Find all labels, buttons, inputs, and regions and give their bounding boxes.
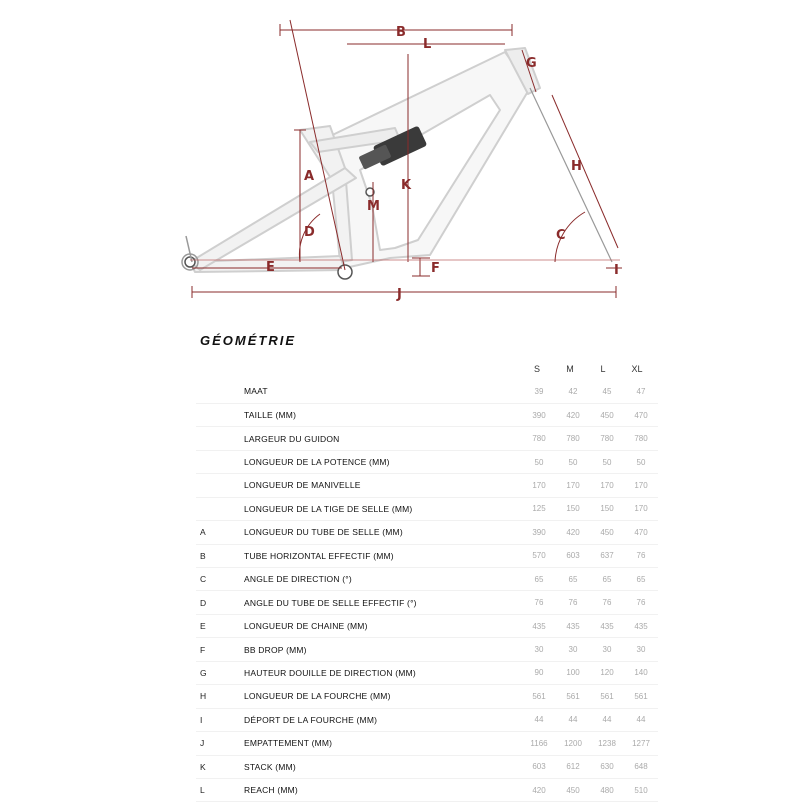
size-value-l: 150 [590, 497, 624, 520]
dimension-code [196, 427, 244, 450]
dim-label-E: E [266, 260, 275, 275]
size-value-xl: 1277 [624, 732, 658, 755]
size-value-s: 50 [522, 450, 556, 473]
geometry-title: GÉOMÉTRIE [200, 333, 297, 348]
measurement-label: DÉPORT DE LA FOURCHE (MM) [244, 708, 522, 731]
table-row [196, 755, 658, 778]
dimension-code: G [196, 661, 244, 684]
measurement-label: HAUTEUR DOUILLE DE DIRECTION (MM) [244, 661, 522, 684]
size-value-s: 420 [522, 778, 556, 801]
size-value-s: 561 [522, 685, 556, 708]
measurement-label: TUBE HORIZONTAL EFFECTIF (MM) [244, 544, 522, 567]
size-value-m: 150 [556, 497, 590, 520]
size-value-l: 45 [590, 380, 624, 403]
measurement-label: EMPATTEMENT (MM) [244, 732, 522, 755]
measurement-label: LONGUEUR DE LA FOURCHE (MM) [244, 685, 522, 708]
measurement-label: LONGUEUR DU TUBE DE SELLE (MM) [244, 521, 522, 544]
fork-axis [530, 88, 612, 262]
size-value-s: 603 [522, 755, 556, 778]
table-row [196, 778, 658, 801]
dimension-code [196, 497, 244, 520]
geometry-table [196, 380, 658, 802]
dim-label-B: B [396, 25, 406, 40]
size-value-m: 420 [556, 403, 590, 426]
size-value-xl: 470 [624, 521, 658, 544]
size-value-m: 50 [556, 450, 590, 473]
measurement-label: LONGUEUR DE LA TIGE DE SELLE (MM) [244, 497, 522, 520]
size-value-xl: 561 [624, 685, 658, 708]
size-value-m: 30 [556, 638, 590, 661]
dimension-code: C [196, 568, 244, 591]
size-value-s: 30 [522, 638, 556, 661]
table-row [196, 403, 658, 426]
size-value-xl: 510 [624, 778, 658, 801]
dim-label-G: G [526, 56, 537, 71]
size-value-m: 1200 [556, 732, 590, 755]
size-value-m: 561 [556, 685, 590, 708]
size-value-xl: 50 [624, 450, 658, 473]
size-value-m: 603 [556, 544, 590, 567]
size-value-m: 420 [556, 521, 590, 544]
dim-label-C: C [556, 228, 566, 243]
size-value-m: 65 [556, 568, 590, 591]
size-value-s: 90 [522, 661, 556, 684]
dimension-code: D [196, 591, 244, 614]
size-header-m: M [566, 364, 574, 374]
measurement-label: STACK (MM) [244, 755, 522, 778]
size-value-s: 570 [522, 544, 556, 567]
size-value-s: 390 [522, 521, 556, 544]
measurement-label: LARGEUR DU GUIDON [244, 427, 522, 450]
measurement-label: ANGLE DE DIRECTION (°) [244, 568, 522, 591]
dim-label-L: L [423, 37, 432, 52]
size-value-s: 1166 [522, 732, 556, 755]
dimension-code: B [196, 544, 244, 567]
table-row [196, 614, 658, 637]
size-value-xl: 170 [624, 474, 658, 497]
size-header-s: S [533, 364, 540, 374]
table-row [196, 521, 658, 544]
size-value-m: 435 [556, 614, 590, 637]
size-value-l: 637 [590, 544, 624, 567]
size-value-l: 480 [590, 778, 624, 801]
size-value-s: 435 [522, 614, 556, 637]
dimension-code [196, 380, 244, 403]
size-value-xl: 76 [624, 591, 658, 614]
dim-label-J: J [397, 287, 402, 302]
size-value-xl: 170 [624, 497, 658, 520]
dim-label-D: D [304, 225, 315, 240]
dimension-code: H [196, 685, 244, 708]
size-value-l: 780 [590, 427, 624, 450]
size-value-xl: 140 [624, 661, 658, 684]
table-row [196, 568, 658, 591]
table-row [196, 450, 658, 473]
dim-label-K: K [401, 178, 412, 193]
size-value-xl: 47 [624, 380, 658, 403]
size-value-l: 561 [590, 685, 624, 708]
table-row [196, 708, 658, 731]
size-value-s: 125 [522, 497, 556, 520]
table-row [196, 474, 658, 497]
size-value-xl: 435 [624, 614, 658, 637]
size-value-xl: 30 [624, 638, 658, 661]
size-value-xl: 65 [624, 568, 658, 591]
size-value-xl: 76 [624, 544, 658, 567]
dimension-code: J [196, 732, 244, 755]
dim-label-I: I [614, 263, 619, 278]
size-value-l: 50 [590, 450, 624, 473]
dim-label-H: H [571, 159, 582, 174]
size-value-xl: 470 [624, 403, 658, 426]
measurement-label: MAAT [244, 380, 522, 403]
size-value-m: 170 [556, 474, 590, 497]
measurement-label: TAILLE (MM) [244, 403, 522, 426]
measurement-label: LONGUEUR DE LA POTENCE (MM) [244, 450, 522, 473]
size-value-l: 44 [590, 708, 624, 731]
size-value-s: 44 [522, 708, 556, 731]
measurement-label: ANGLE DU TUBE DE SELLE EFFECTIF (°) [244, 591, 522, 614]
dimension-code: A [196, 521, 244, 544]
dimension-code: F [196, 638, 244, 661]
size-value-m: 780 [556, 427, 590, 450]
size-column-headers [0, 364, 800, 378]
measurement-label: REACH (MM) [244, 778, 522, 801]
size-value-l: 76 [590, 591, 624, 614]
size-value-s: 780 [522, 427, 556, 450]
size-value-s: 170 [522, 474, 556, 497]
dimension-code [196, 474, 244, 497]
size-value-s: 76 [522, 591, 556, 614]
size-value-l: 435 [590, 614, 624, 637]
size-header-xl: XL [631, 364, 643, 374]
dimension-code: K [196, 755, 244, 778]
table-row [196, 591, 658, 614]
table-row [196, 380, 658, 403]
dimension-code: E [196, 614, 244, 637]
size-value-m: 44 [556, 708, 590, 731]
size-value-l: 450 [590, 403, 624, 426]
measurement-label: LONGUEUR DE CHAINE (MM) [244, 614, 522, 637]
size-value-m: 100 [556, 661, 590, 684]
size-value-s: 39 [522, 380, 556, 403]
dimension-code [196, 450, 244, 473]
geometry-table-body [196, 380, 658, 802]
frame-geometry-diagram [0, 0, 800, 320]
table-row [196, 427, 658, 450]
size-value-m: 612 [556, 755, 590, 778]
size-value-l: 120 [590, 661, 624, 684]
table-row [196, 685, 658, 708]
size-value-l: 630 [590, 755, 624, 778]
table-row [196, 638, 658, 661]
dimension-code: I [196, 708, 244, 731]
size-value-xl: 648 [624, 755, 658, 778]
dimension-code: L [196, 778, 244, 801]
table-row [196, 497, 658, 520]
size-value-l: 450 [590, 521, 624, 544]
size-value-l: 170 [590, 474, 624, 497]
table-row [196, 732, 658, 755]
size-value-l: 30 [590, 638, 624, 661]
size-value-m: 450 [556, 778, 590, 801]
size-value-m: 76 [556, 591, 590, 614]
measurement-label: BB DROP (MM) [244, 638, 522, 661]
measurement-label: LONGUEUR DE MANIVELLE [244, 474, 522, 497]
dim-label-A: A [304, 169, 315, 184]
size-value-s: 390 [522, 403, 556, 426]
size-value-xl: 780 [624, 427, 658, 450]
table-row [196, 544, 658, 567]
dim-label-F: F [431, 261, 440, 276]
size-value-l: 1238 [590, 732, 624, 755]
dim-label-M: M [367, 199, 380, 214]
table-row [196, 661, 658, 684]
size-value-l: 65 [590, 568, 624, 591]
size-value-s: 65 [522, 568, 556, 591]
dimension-code [196, 403, 244, 426]
size-header-l: L [600, 364, 606, 374]
size-value-m: 42 [556, 380, 590, 403]
size-value-xl: 44 [624, 708, 658, 731]
